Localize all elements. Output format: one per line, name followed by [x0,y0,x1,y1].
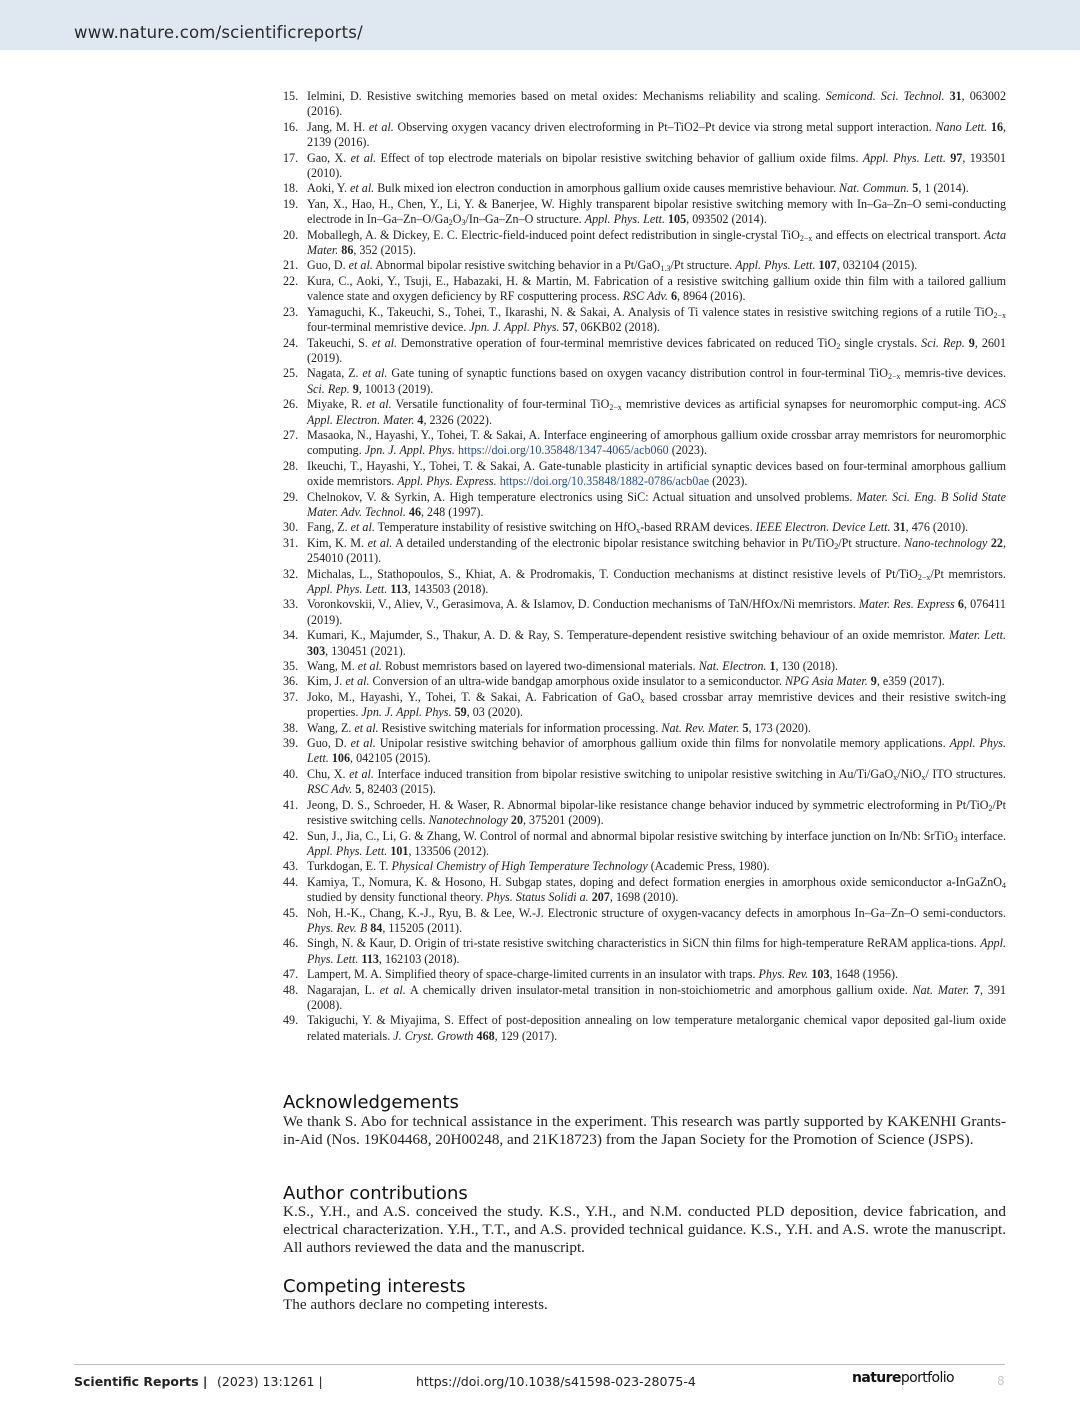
reference-item [283,459,1006,490]
reference-number: 17. [283,150,299,165]
reference-text: Voronkovskii, V., Aliev, V., Gerasimova, A. & Islamov, D. Conduction mechanisms of TaN/HfOx/Ni memristors. Mater. Res. Express 6, 076411 (2019). [307,597,1006,627]
reference-number: 16. [283,119,299,134]
reference-item [283,197,1006,228]
top-header-bar [0,0,1080,50]
reference-text: Turkdogan, E. T. Physical Chemistry of High Temperature Technology (Academic Press, 1980). [307,859,770,874]
reference-text: Jang, M. H. et al. Observing oxygen vacancy driven electroforming in Pt–TiO2–Pt device via strong metal support interaction. Nano Lett. 16, 2139 (2016). [307,119,1007,150]
reference-item [283,829,1006,860]
reference-number: 46. [283,936,299,951]
footer-journal: Scientific Reports | [74,1374,208,1389]
reference-number: 36. [283,674,299,689]
reference-item [283,674,1006,689]
reference-number: 48. [283,982,299,997]
reference-text: Ikeuchi, T., Hayashi, Y., Tohei, T. & Sakai, A. Gate-tunable plasticity in artificial synaptic devices based on four-terminal amorphous gallium oxide memristors. Appl. Phys. Express. https://doi.org/10.35848/1882-0786/acb0ae (2023). [307,458,1006,489]
reference-number: 23. [283,304,299,319]
reference-number: 33. [283,597,299,612]
reference-text: Kura, C., Aoki, Y., Tsuji, E., Habazaki, H. & Martin, M. Fabrication of a resistive switching gallium oxide thin film with a tailored gallium valence state and oxygen deficiency by RF cosputtering process. RSC Adv. 6, 8964 (2016). [307,273,1006,304]
reference-number: 49. [283,1013,299,1028]
reference-item [283,490,1006,521]
reference-text: Jeong, D. S., Schroeder, H. & Waser, R. Abnormal bipolar-like resistance change behavior induced by symmetric electroforming in Pt/TiO$_2$/Pt resistive switching cells. Nanotechnology 20, 375201 (2009). [307,797,1006,828]
competing-interests-text: The authors declare no competing interests. [283,1296,548,1313]
reference-number: 25. [283,366,299,381]
reference-item [283,428,1006,459]
reference-text: Yamaguchi, K., Takeuchi, S., Tohei, T., Ikarashi, N. & Sakai, A. Analysis of Ti valence states in resistive switching regions of a rutile TiO$_{2-x}$ four-terminal memristive device. Jpn. J. Appl. Phys. 57, 06KB02 (2018). [307,304,1006,335]
reference-text: Miyake, R. et al. Versatile functionality of four-terminal TiO$_{2-x}$ memristive devices as artificial synapses for neuromorphic comput-ing. ACS Appl. Electron. Mater. 4, 2326 (2022). [307,397,1006,427]
reference-item [283,597,1006,628]
reference-number: 26. [283,397,299,412]
reference-item [283,628,1006,659]
reference-text: Guo, D. et al. Abnormal bipolar resistive switching behavior in a Pt/GaO$_{1.3}$/Pt structure. Appl. Phys. Lett. 107, 032104 (2015). [307,258,918,274]
reference-item [283,536,1006,567]
reference-number: 24. [283,335,299,350]
footer-divider [74,1364,1005,1365]
reference-number: 19. [283,196,299,211]
reference-number: 47. [283,967,299,982]
reference-number: 45. [283,905,299,920]
reference-item [283,336,1006,367]
reference-item [283,983,1006,1014]
reference-text: Moballegh, A. & Dickey, E. C. Electric-field-induced point defect redistribution in single-crystal TiO$_{2-x}$ and effects on electrical transport. Acta Mater. 86, 352 (2015). [307,227,1006,258]
reference-text: Nagata, Z. et al. Gate tuning of synaptic functions based on oxygen vacancy distribution control in four-terminal TiO$_{2-x}$ memris-tive devices. Sci. Rep. 9, 10013 (2019). [307,366,1007,396]
reference-text: Kumari, K., Majumder, S., Thakur, A. D. & Ray, S. Temperature-dependent resistive switching behaviour of an oxide memristor. Mater. Lett. 303, 130451 (2021). [307,628,1006,658]
reference-text: Kim, J. et al. Conversion of an ultra-wide bandgap amorphous oxide insulator to a semiconductor. NPG Asia Mater. 9, e359 (2017). [307,674,945,689]
reference-text: Wang, M. et al. Robust memristors based on layered two-dimensional materials. Nat. Electron. 1, 130 (2018). [307,659,838,674]
reference-doi-link[interactable]: https://doi.org/10.35848/1347-4065/acb060 [457,443,669,458]
reference-number: 28. [283,458,299,473]
reference-item [283,397,1006,428]
author-contributions-text: K.S., Y.H., and A.S. conceived the study. K.S., Y.H., and N.M. conducted PLD deposition, device fabrication, and electrical characterization. Y.H., T.T., and A.S. provided technical guidance. K.S., Y.H. and A.S. wrote the manuscript. All authors reviewed the data and the manuscript. [283,1203,1006,1257]
reference-doi-link[interactable]: https://doi.org/10.35848/1882-0786/acb0ae [499,474,710,489]
reference-item [283,89,1006,120]
reference-text: Singh, N. & Kaur, D. Origin of tri-state resistive switching characteristics in SiCN thin films for high-temperature ReRAM applica-tions. Appl. Phys. Lett. 113, 162103 (2018). [307,936,1006,966]
reference-number: 37. [283,689,299,704]
reference-item [283,967,1006,982]
footer-citation: (2023) 13:1261 | [217,1374,323,1389]
logo-rest-part: portfolio [900,1370,955,1386]
logo-bold-part: nature [852,1370,901,1386]
reference-text: Fang, Z. et al. Temperature instability of resistive switching on HfO$_x$-based RRAM devices. IEEE Electron. Device Lett. 31, 476 (2010). [307,520,969,536]
reference-item [283,721,1006,736]
reference-text: Nagarajan, L. et al. A chemically driven insulator-metal transition in non-stoichiometric and amorphous gallium oxide. Nat. Mater. 7, 391 (2008). [307,982,1007,1012]
journal-url[interactable]: www.nature.com/scientificreports/ [74,23,363,42]
reference-item [283,859,1006,874]
reference-number: 30. [283,520,299,535]
reference-text: Lampert, M. A. Simplified theory of space-charge-limited currents in an insulator with traps. Phys. Rev. 103, 1648 (1956). [307,967,899,982]
reference-item [283,767,1006,798]
reference-number: 44. [283,874,299,889]
reference-text: Ielmini, D. Resistive switching memories based on metal oxides: Mechanisms reliability and scaling. Semicond. Sci. Technol. 31, 063002 (2016). [307,89,1007,119]
reference-text: Sun, J., Jia, C., Li, G. & Zhang, W. Control of normal and abnormal bipolar resistive switching by interface junction on In/Nb: SrTiO$_3$ interface. Appl. Phys. Lett. 101, 133506 (2012). [307,828,1006,858]
reference-list [283,89,1006,1044]
page-number: 8 [997,1374,1005,1388]
reference-item [283,936,1006,967]
reference-item [283,690,1006,721]
reference-text: Wang, Z. et al. Resistive switching materials for information processing. Nat. Rev. Mater. 5, 173 (2020). [307,720,811,735]
reference-text: Kamiya, T., Nomura, K. & Hosono, H. Subgap states, doping and defect formation energies in amorphous oxide semiconductor a-InGaZnO$_4$ studied by density functional theory. Phys. Status Solidi a. 207, 1698 (2010). [307,874,1006,905]
reference-number: 27. [283,427,299,442]
footer-doi-link[interactable]: https://doi.org/10.1038/s41598-023-28075-4 [416,1374,696,1389]
reference-number: 43. [283,859,299,874]
reference-number: 38. [283,720,299,735]
acknowledgements-text: We thank S. Abo for technical assistance in the experiment. This research was partly supported by KAKENHI Grants-in-Aid (Nos. 19K04468, 20H00248, and 21K18723) from the Japan Society for the Promotion of Science (JSPS). [283,1113,1006,1149]
reference-text: Noh, H.-K., Chang, K.-J., Ryu, B. & Lee, W.-J. Electronic structure of oxygen-vacancy defects in amorphous In–Ga–Zn–O semi-conductors. Phys. Rev. B 84, 115205 (2011). [307,905,1006,935]
reference-text: Chelnokov, V. & Syrkin, A. High temperature electronics using SiC: Actual situation and unsolved problems. Mater. Sci. Eng. B Solid State Mater. Adv. Technol. 46, 248 (1997). [307,489,1006,519]
reference-number: 20. [283,227,299,242]
reference-number: 34. [283,628,299,643]
reference-item [283,567,1006,598]
reference-item [283,151,1006,182]
reference-item [283,258,1006,273]
reference-text: Michalas, L., Stathopoulos, S., Khiat, A. & Prodromakis, T. Conduction mechanisms at distinct resistive levels of Pt/TiO$_{2-x}$/Pt memristors. Appl. Phys. Lett. 113, 143503 (2018). [307,566,1006,596]
reference-number: 21. [283,258,299,273]
reference-item [283,875,1006,906]
reference-number: 42. [283,828,299,843]
reference-item [283,181,1006,196]
reference-number: 15. [283,89,299,103]
reference-item [283,798,1006,829]
reference-text: Masaoka, N., Hayashi, Y., Tohei, T. & Sakai, A. Interface engineering of amorphous gallium oxide crossbar array memristors for neuromorphic computing. Jpn. J. Appl. Phys. https://doi.org/10.35848/1347-4065/acb060 (2023). [307,427,1006,458]
reference-text: Aoki, Y. et al. Bulk mixed ion electron conduction in amorphous gallium oxide causes memristive behaviour. Nat. Commun. 5, 1 (2014). [307,181,969,196]
reference-number: 31. [283,535,299,550]
reference-number: 18. [283,181,299,196]
reference-text: Takeuchi, S. et al. Demonstrative operation of four-terminal memristive devices fabricated on reduced TiO$_2$ single crystals. Sci. Rep. 9, 2601 (2019). [307,335,1007,365]
reference-text: Guo, D. et al. Unipolar resistive switching behavior of amorphous gallium oxide thin films for nonvolatile memory applications. Appl. Phys. Lett. 106, 042105 (2015). [307,736,1007,766]
reference-item [283,228,1006,259]
reference-number: 41. [283,797,299,812]
reference-number: 35. [283,659,299,674]
reference-number: 32. [283,566,299,581]
reference-number: 22. [283,273,299,288]
reference-item [283,366,1006,397]
reference-item [283,736,1006,767]
reference-text: Chu, X. et al. Interface induced transition from bipolar resistive switching to unipolar resistive switching in Au/Ti/GaO$_x$/NiO$_x$/ ITO structures. RSC Adv. 5, 82403 (2015). [307,766,1006,797]
reference-number: 29. [283,489,299,504]
author-contributions-heading: Author contributions [283,1183,468,1204]
reference-item [283,274,1006,305]
reference-item [283,1013,1006,1044]
reference-item [283,305,1006,336]
reference-text: Yan, X., Hao, H., Chen, Y., Li, Y. & Banerjee, W. Highly transparent bipolar resistive switching memory with In–Ga–Zn–O semi-conducting electrode in $In-Ga-Zn-O/Ga_2O_3/In-Ga-Zn-O$ structure. Appl. Phys. Lett. 105, 093502 (2014). [307,196,1006,228]
reference-item [283,906,1006,937]
reference-text: Kim, K. M. et al. A detailed understanding of the electronic bipolar resistance switching behavior in Pt/TiO$_2$/Pt structure. Nano-technology 22, 254010 (2011). [307,535,1006,566]
reference-text: Gao, X. et al. Effect of top electrode materials on bipolar resistive switching behavior of gallium oxide films. Appl. Phys. Lett. 97, 193501 (2010). [307,150,1007,181]
reference-text: Takiguchi, Y. & Miyajima, S. Effect of post-deposition annealing on low temperature metalorganic chemical vapor deposited gal-lium oxide related materials. J. Cryst. Growth 468, 129 (2017). [307,1013,1006,1043]
nature-portfolio-logo [852,1370,954,1386]
reference-item [283,659,1006,674]
reference-item [283,120,1006,151]
reference-number: 40. [283,766,299,781]
competing-interests-heading: Competing interests [283,1276,466,1297]
acknowledgements-heading: Acknowledgements [283,1092,459,1113]
reference-number: 39. [283,736,299,751]
reference-item [283,520,1006,535]
reference-text: Joko, M., Hayashi, Y., Tohei, T. & Sakai, A. Fabrication of GaO$_x$ based crossbar array memristive devices and their resistive switch-ing properties. Jpn. J. Appl. Phys. 59, 03 (2020). [307,689,1006,720]
